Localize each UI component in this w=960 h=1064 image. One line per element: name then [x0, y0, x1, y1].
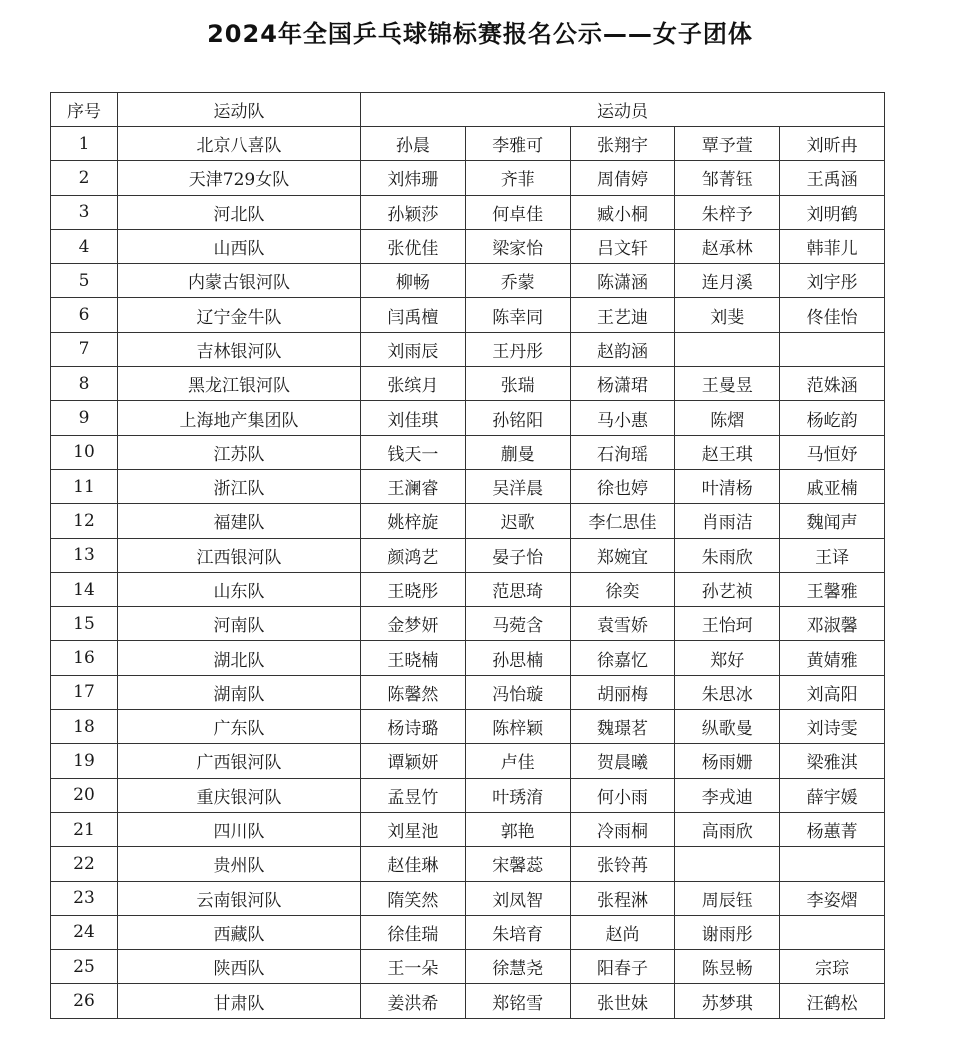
- table-row: [51, 984, 885, 1018]
- team-name: 内蒙古银河队: [118, 264, 361, 298]
- team-name: 北京八喜队: [118, 127, 361, 161]
- page-title: 2024年全国乒乓球锦标赛报名公示——女子团体: [207, 20, 753, 48]
- row-index: 20: [51, 778, 118, 812]
- player-name: 周倩婷: [570, 161, 675, 195]
- team-name: 湖北队: [118, 641, 361, 675]
- player-name: 佟佳怡: [780, 298, 885, 332]
- player-name: 宗琮: [780, 950, 885, 984]
- player-name: 陈幸同: [465, 298, 570, 332]
- table-row: [51, 950, 885, 984]
- header-team: 运动队: [118, 93, 361, 127]
- player-name: 赵承林: [675, 229, 780, 263]
- row-index: 23: [51, 881, 118, 915]
- player-name: 郑铭雪: [465, 984, 570, 1018]
- player-name: 叶琇淯: [465, 778, 570, 812]
- player-name: 贺晨曦: [570, 744, 675, 778]
- team-name: 山东队: [118, 572, 361, 606]
- player-name: 邹菁钰: [675, 161, 780, 195]
- player-name: 杨屹韵: [780, 401, 885, 435]
- player-name: 王译: [780, 538, 885, 572]
- player-name: 谢雨彤: [675, 915, 780, 949]
- team-name: 广东队: [118, 710, 361, 744]
- table-row: [51, 847, 885, 881]
- player-name: [675, 847, 780, 881]
- player-name: 孙艺祯: [675, 572, 780, 606]
- team-name: 陕西队: [118, 950, 361, 984]
- team-name: 四川队: [118, 812, 361, 846]
- player-name: 孙颖莎: [361, 195, 466, 229]
- row-index: 17: [51, 675, 118, 709]
- player-name: 赵王琪: [675, 435, 780, 469]
- table-row: [51, 401, 885, 435]
- player-name: 谭颖妍: [361, 744, 466, 778]
- player-name: 郑好: [675, 641, 780, 675]
- player-name: [675, 332, 780, 366]
- row-index: 22: [51, 847, 118, 881]
- row-index: 2: [51, 161, 118, 195]
- player-name: 陈熠: [675, 401, 780, 435]
- team-name: 吉林银河队: [118, 332, 361, 366]
- player-name: 马恒妤: [780, 435, 885, 469]
- row-index: 11: [51, 469, 118, 503]
- player-name: 徐奕: [570, 572, 675, 606]
- player-name: 薛宇媛: [780, 778, 885, 812]
- player-name: 王曼昱: [675, 367, 780, 401]
- player-name: 刘星池: [361, 812, 466, 846]
- table-row: [51, 538, 885, 572]
- team-name: 上海地产集团队: [118, 401, 361, 435]
- player-name: 刘诗雯: [780, 710, 885, 744]
- player-name: [780, 847, 885, 881]
- player-name: 连月溪: [675, 264, 780, 298]
- row-index: 19: [51, 744, 118, 778]
- player-name: 钱天一: [361, 435, 466, 469]
- row-index: 12: [51, 504, 118, 538]
- player-name: 徐佳瑞: [361, 915, 466, 949]
- team-name: 河南队: [118, 607, 361, 641]
- table-row: [51, 127, 885, 161]
- row-index: 9: [51, 401, 118, 435]
- player-name: 范思琦: [465, 572, 570, 606]
- table-header-row: [51, 93, 885, 127]
- header-players: 运动员: [361, 93, 885, 127]
- player-name: 朱思冰: [675, 675, 780, 709]
- player-name: 韩菲儿: [780, 229, 885, 263]
- player-name: 刘雨辰: [361, 332, 466, 366]
- player-name: 杨蕙菁: [780, 812, 885, 846]
- player-name: 齐菲: [465, 161, 570, 195]
- player-name: 金梦妍: [361, 607, 466, 641]
- player-name: 陈潇涵: [570, 264, 675, 298]
- team-name: 河北队: [118, 195, 361, 229]
- player-name: 杨雨姗: [675, 744, 780, 778]
- player-name: 石洵瑶: [570, 435, 675, 469]
- team-name: 甘肃队: [118, 984, 361, 1018]
- player-name: 吕文轩: [570, 229, 675, 263]
- player-name: 刘明鹤: [780, 195, 885, 229]
- row-index: 1: [51, 127, 118, 161]
- table-row: [51, 881, 885, 915]
- player-name: 张世妹: [570, 984, 675, 1018]
- table-row: [51, 229, 885, 263]
- player-name: 李姿熠: [780, 881, 885, 915]
- team-name: 西藏队: [118, 915, 361, 949]
- player-name: 刘昕冉: [780, 127, 885, 161]
- player-name: 阳春子: [570, 950, 675, 984]
- player-name: 张铃苒: [570, 847, 675, 881]
- player-name: 陈馨然: [361, 675, 466, 709]
- player-name: 范姝涵: [780, 367, 885, 401]
- row-index: 10: [51, 435, 118, 469]
- table-row: [51, 915, 885, 949]
- player-name: 臧小桐: [570, 195, 675, 229]
- table-row: [51, 435, 885, 469]
- player-name: 乔蒙: [465, 264, 570, 298]
- player-name: 姜洪希: [361, 984, 466, 1018]
- player-name: 张瑞: [465, 367, 570, 401]
- team-name: 福建队: [118, 504, 361, 538]
- team-name: 天津729女队: [118, 161, 361, 195]
- player-name: 高雨欣: [675, 812, 780, 846]
- player-name: 孙思楠: [465, 641, 570, 675]
- table-row: [51, 641, 885, 675]
- team-name: 辽宁金牛队: [118, 298, 361, 332]
- player-name: 刘凤智: [465, 881, 570, 915]
- player-name: 朱梓予: [675, 195, 780, 229]
- row-index: 13: [51, 538, 118, 572]
- player-name: [780, 915, 885, 949]
- table-row: [51, 367, 885, 401]
- player-name: 吴洋晨: [465, 469, 570, 503]
- player-name: 王馨雅: [780, 572, 885, 606]
- player-name: 王艺迪: [570, 298, 675, 332]
- player-name: 何卓佳: [465, 195, 570, 229]
- player-name: 王晓楠: [361, 641, 466, 675]
- player-name: 何小雨: [570, 778, 675, 812]
- team-name: 黑龙江银河队: [118, 367, 361, 401]
- row-index: 8: [51, 367, 118, 401]
- row-index: 14: [51, 572, 118, 606]
- table-row: [51, 504, 885, 538]
- player-name: 王怡珂: [675, 607, 780, 641]
- table-row: [51, 744, 885, 778]
- player-name: 徐慧尧: [465, 950, 570, 984]
- team-name: 江西银河队: [118, 538, 361, 572]
- player-name: 黄婧雅: [780, 641, 885, 675]
- player-name: 袁雪娇: [570, 607, 675, 641]
- player-name: 叶清杨: [675, 469, 780, 503]
- table-row: [51, 675, 885, 709]
- player-name: 赵韵涵: [570, 332, 675, 366]
- table-row: [51, 161, 885, 195]
- player-name: 刘高阳: [780, 675, 885, 709]
- player-name: 肖雨洁: [675, 504, 780, 538]
- table-body: [51, 127, 885, 1019]
- header-index: 序号: [51, 93, 118, 127]
- player-name: 王晓彤: [361, 572, 466, 606]
- player-name: 张缤月: [361, 367, 466, 401]
- player-name: 颜鸿艺: [361, 538, 466, 572]
- row-index: 3: [51, 195, 118, 229]
- player-name: 刘佳琪: [361, 401, 466, 435]
- table-row: [51, 812, 885, 846]
- player-name: 张优佳: [361, 229, 466, 263]
- table-row: [51, 607, 885, 641]
- player-name: 宋馨蕊: [465, 847, 570, 881]
- player-name: 王丹彤: [465, 332, 570, 366]
- row-index: 24: [51, 915, 118, 949]
- table-row: [51, 572, 885, 606]
- row-index: 16: [51, 641, 118, 675]
- player-name: [780, 332, 885, 366]
- player-name: 迟歌: [465, 504, 570, 538]
- player-name: 郭艳: [465, 812, 570, 846]
- row-index: 26: [51, 984, 118, 1018]
- player-name: 邓淑馨: [780, 607, 885, 641]
- player-name: 卢佳: [465, 744, 570, 778]
- player-name: 孙铭阳: [465, 401, 570, 435]
- player-name: 覃予萱: [675, 127, 780, 161]
- row-index: 5: [51, 264, 118, 298]
- player-name: 晏子怡: [465, 538, 570, 572]
- player-name: 隋笑然: [361, 881, 466, 915]
- player-name: 柳畅: [361, 264, 466, 298]
- player-name: 陈梓颖: [465, 710, 570, 744]
- player-name: 戚亚楠: [780, 469, 885, 503]
- team-name: 广西银河队: [118, 744, 361, 778]
- team-name: 重庆银河队: [118, 778, 361, 812]
- player-name: 马菀含: [465, 607, 570, 641]
- player-name: 王禹涵: [780, 161, 885, 195]
- row-index: 15: [51, 607, 118, 641]
- player-name: 冷雨桐: [570, 812, 675, 846]
- player-name: 马小惠: [570, 401, 675, 435]
- player-name: 朱培育: [465, 915, 570, 949]
- player-name: 孙晨: [361, 127, 466, 161]
- player-name: 孟昱竹: [361, 778, 466, 812]
- player-name: 李仁思佳: [570, 504, 675, 538]
- team-name: 贵州队: [118, 847, 361, 881]
- player-name: 姚梓旋: [361, 504, 466, 538]
- player-name: 梁家怡: [465, 229, 570, 263]
- table-row: [51, 332, 885, 366]
- player-name: 朱雨欣: [675, 538, 780, 572]
- table-row: [51, 264, 885, 298]
- table-row: [51, 469, 885, 503]
- player-name: 刘炜珊: [361, 161, 466, 195]
- team-name: 山西队: [118, 229, 361, 263]
- team-name: 湖南队: [118, 675, 361, 709]
- player-name: 徐嘉忆: [570, 641, 675, 675]
- player-name: 周辰钰: [675, 881, 780, 915]
- player-name: 王一朵: [361, 950, 466, 984]
- player-name: 杨诗璐: [361, 710, 466, 744]
- player-name: 蒯曼: [465, 435, 570, 469]
- player-name: 魏闻声: [780, 504, 885, 538]
- player-name: 李雅可: [465, 127, 570, 161]
- row-index: 25: [51, 950, 118, 984]
- player-name: 李戎迪: [675, 778, 780, 812]
- player-name: 魏璟茗: [570, 710, 675, 744]
- player-name: 纵歌曼: [675, 710, 780, 744]
- player-name: 郑婉宜: [570, 538, 675, 572]
- player-name: 梁雅淇: [780, 744, 885, 778]
- player-name: 王澜睿: [361, 469, 466, 503]
- player-name: 徐也婷: [570, 469, 675, 503]
- player-name: 苏梦琪: [675, 984, 780, 1018]
- row-index: 21: [51, 812, 118, 846]
- table-row: [51, 298, 885, 332]
- table-row: [51, 778, 885, 812]
- player-name: 胡丽梅: [570, 675, 675, 709]
- player-name: 张程淋: [570, 881, 675, 915]
- team-name: 江苏队: [118, 435, 361, 469]
- team-name: 浙江队: [118, 469, 361, 503]
- player-name: 赵尚: [570, 915, 675, 949]
- row-index: 6: [51, 298, 118, 332]
- row-index: 18: [51, 710, 118, 744]
- player-name: 汪鹤松: [780, 984, 885, 1018]
- player-name: 杨潇珺: [570, 367, 675, 401]
- player-name: 闫禹檀: [361, 298, 466, 332]
- player-name: 刘宇彤: [780, 264, 885, 298]
- registration-table: [50, 92, 885, 1019]
- player-name: 张翔宇: [570, 127, 675, 161]
- player-name: 赵佳琳: [361, 847, 466, 881]
- player-name: 陈昱畅: [675, 950, 780, 984]
- row-index: 4: [51, 229, 118, 263]
- player-name: 刘斐: [675, 298, 780, 332]
- player-name: 冯怡璇: [465, 675, 570, 709]
- team-name: 云南银河队: [118, 881, 361, 915]
- table-row: [51, 710, 885, 744]
- row-index: 7: [51, 332, 118, 366]
- table-row: [51, 195, 885, 229]
